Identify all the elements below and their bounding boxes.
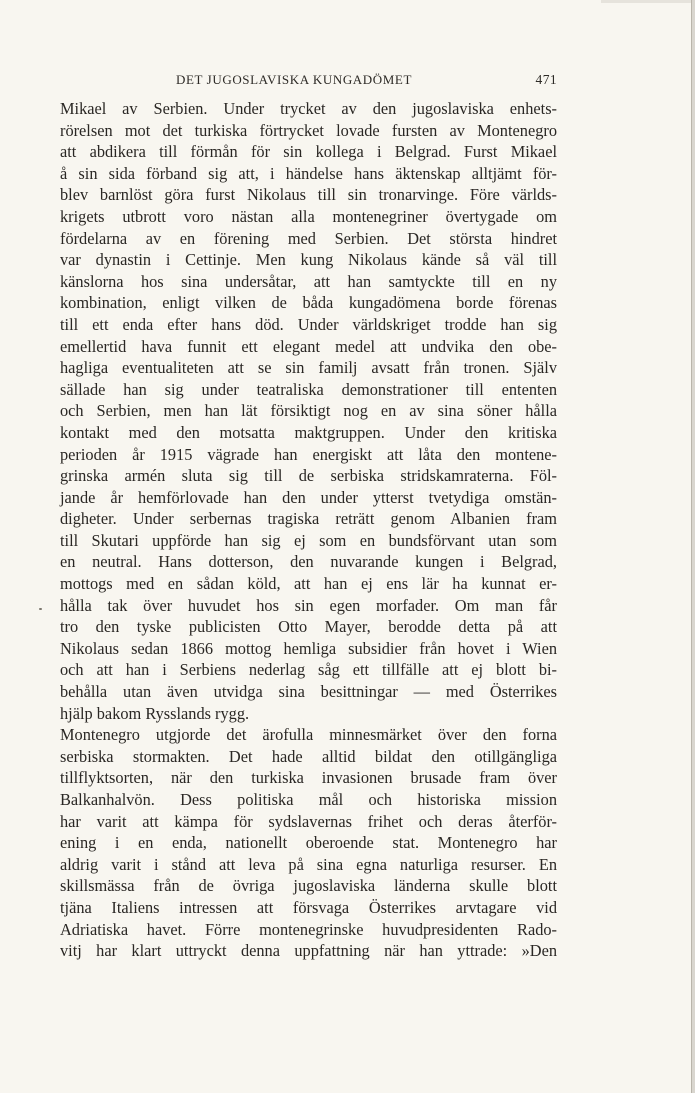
text-line: behålla utan även utvidga sina besittningar — med Österrikes [60,682,557,702]
text-line: att abdikera till förmån för sin kollega i Belgrad. Furst Mikael [60,142,557,162]
page-number: 471 [535,72,557,87]
text-line: aldrig varit i stånd att leva på sina egna naturliga resurser. En [60,854,557,874]
text-line: digheter. Under serbernas tragiska reträtt genom Albanien fram [60,509,557,529]
text-line: kontakt med den motsatta maktgruppen. Under den kritiska [60,422,557,442]
text-line: Nikolaus sedan 1866 mottog hemliga subsidier från hovet i Wien [60,638,557,658]
running-head [60,72,557,94]
text-line: hagliga eventualiteten att se sin familj avsatt från tronen. Själv [60,358,557,378]
text-line: Montenegro utgjorde det ärofulla minnesmärket över den forna [60,725,557,745]
text-line: vitj har klart uttryckt denna uppfattning när han yttrade: »Den [60,941,557,961]
text-line: och att han i Serbiens nederlag såg ett tillfälle att ej blott bi- [60,660,557,680]
paragraph-2 [60,724,557,962]
text-line: kombination, enligt vilken de båda kungadömena borde förenas [60,293,557,313]
running-title: DET JUGOSLAVISKA KUNGADÖMET [176,72,413,87]
text-line: perioden år 1915 vägrade han energiskt att låta den montene- [60,444,557,464]
text-line: skillsmässa från de övriga jugoslaviska länderna skulle blott [60,876,557,896]
text-line: Mikael av Serbien. Under trycket av den jugoslaviska enhets- [60,99,557,118]
text-line: har varit att kämpa för sydslavernas frihet och deras återför- [60,811,557,831]
text-line: rörelsen mot det turkiska förtrycket lovade fursten av Montenegro [60,120,557,140]
main-text [60,98,557,962]
text-line: emellertid hava funnit ett elegant medel att undvika den obe- [60,336,557,356]
text-line: känslorna hos sina undersåtar, att han samtyckte till en ny [60,271,557,291]
text-line: serbiska stormakten. Det hade alltid bildat den otillgängliga [60,746,557,766]
text-line: å sin sida förband sig att, i händelse hans äktenskap alltjämt för- [60,163,557,183]
text-line: grinska armén sluta sig till de serbiska stridskamraterna. Föl- [60,466,557,486]
text-line: fördelarna av en förening med Serbien. Det största hindret [60,228,557,248]
text-line: hålla tak över huvudet hos sin egen morfader. Om man får [60,595,557,615]
text-line: jande år hemförlovade han den under ytterst tvetydiga omstän- [60,487,557,507]
text-line: tro den tyske publicisten Otto Mayer, berodde detta på att [60,617,557,637]
text-line: krigets utbrott voro nästan alla montenegriner övertygade om [60,206,557,226]
text-line: mottogs med en sådan köld, att han ej ens lär ha kunnat er- [60,574,557,594]
text-line: tillflyktsorten, när den turkiska invasionen brusade fram över [60,768,557,788]
text-line: och Serbien, men han lät försiktigt nog en av sina söner hålla [60,401,557,421]
page-edge-shadow [601,0,691,3]
paragraph-1 [60,98,557,724]
text-line: Adriatiska havet. Förre montenegrinske huvudpresidenten Rado- [60,919,557,939]
text-line: tjäna Italiens intressen att försvaga Österrikes arvtagare vid [60,897,557,917]
text-line: till Skutari uppförde han sig ej som en bundsförvant utan som [60,530,557,550]
text-line: blev barnlöst göra furst Nikolaus till sin tronarvinge. Före världs- [60,185,557,205]
text-line: hjälp bakom Rysslands rygg. [60,703,250,723]
text-line: Balkanhalvön. Dess politiska mål och historiska mission [60,790,557,809]
text-line: till ett enda efter hans död. Under världskriget trodde han sig [60,314,557,334]
stray-ink-mark [39,608,42,610]
text-line: sällade han sig under teatraliska demonstrationer till ententen [60,379,557,399]
text-line: var dynastin i Cettinje. Men kung Nikolaus kände så väl till [60,250,557,270]
text-line: en neutral. Hans dotterson, den nuvarande kungen i Belgrad, [60,552,557,572]
text-line: ening i en enda, nationellt oberoende stat. Montenegro har [60,833,557,853]
